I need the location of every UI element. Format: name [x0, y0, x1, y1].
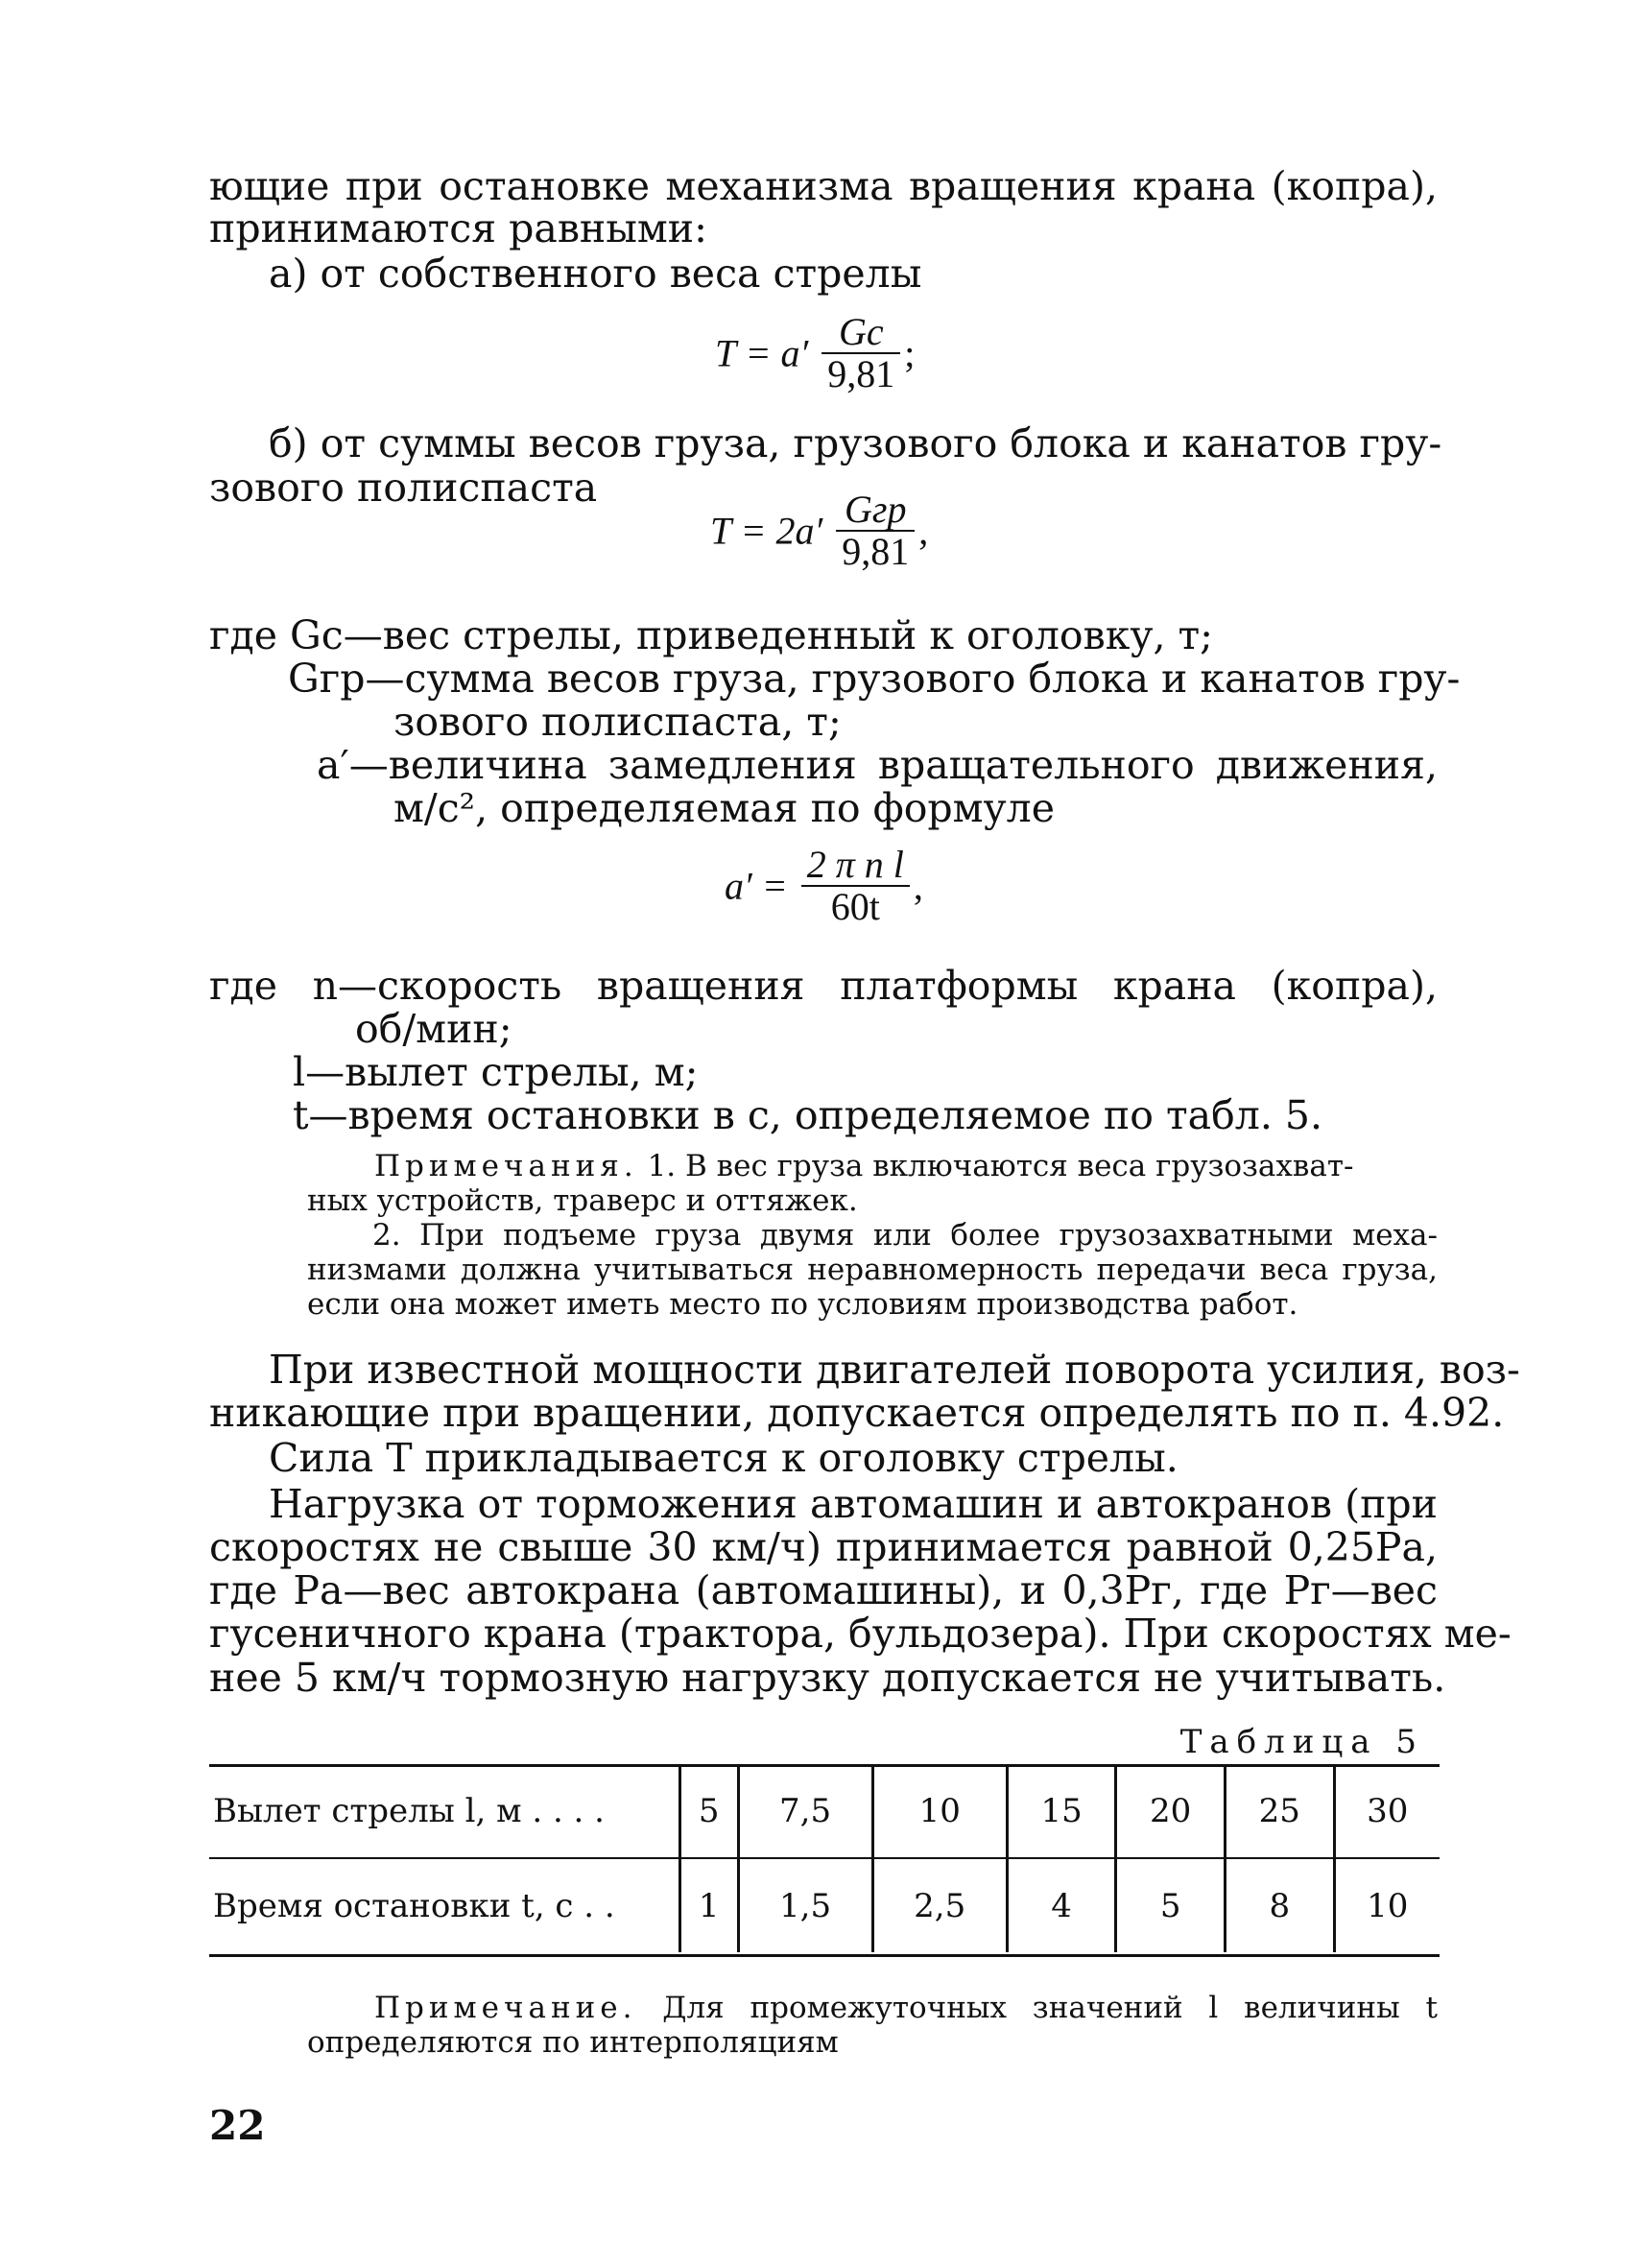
- table-cell: 4: [1007, 1858, 1116, 1952]
- fraction-numerator: Gгр: [836, 489, 915, 532]
- note-line: низмами должна учитываться неравномерность передачи веса груза,: [307, 1253, 1438, 1287]
- definition-line: t—время остановки в с, определяемое по табл. 5.: [293, 1092, 1323, 1138]
- definition-line: м/с², определяемая по формуле: [393, 785, 1055, 831]
- formula-lhs: a′ =: [725, 864, 788, 908]
- table-cell: 1,5: [738, 1858, 872, 1952]
- table-cell: 2,5: [872, 1858, 1007, 1952]
- formula-punct: ,: [918, 509, 929, 553]
- note-line: 2. При подъеме груза двумя или более грузозахватными меха-: [372, 1218, 1438, 1253]
- table-row: [209, 1764, 1440, 1858]
- table-row: [209, 1858, 1440, 1952]
- text-line: скоростях не свыше 30 км/ч) принимается равной 0,25Pа,: [209, 1524, 1438, 1570]
- fraction: [801, 845, 910, 927]
- row-header: Время остановки t, с . .: [213, 1886, 615, 1925]
- text-line: Сила T прикладывается к оголовку стрелы.: [269, 1435, 1179, 1481]
- table-bottom-rule: [209, 1954, 1440, 1957]
- formula-punct: ,: [913, 864, 923, 908]
- table-cell: 10: [1334, 1858, 1440, 1952]
- fraction: [822, 312, 900, 394]
- table-cell: 5: [1116, 1858, 1226, 1952]
- table-cell: 15: [1007, 1764, 1116, 1858]
- row-header: Вылет стрелы l, м . . . .: [209, 1764, 680, 1858]
- definition-line: Gгр—сумма весов груза, грузового блока и канатов гру-: [288, 656, 1461, 702]
- text-line: При известной мощности двигателей поворота усилия, воз-: [269, 1347, 1520, 1393]
- table-cell: 1: [680, 1858, 739, 1952]
- text-line: нее 5 км/ч тормозную нагрузку допускается не учитывать.: [209, 1655, 1446, 1701]
- definition-line: где n—скорость вращения платформы крана (копра),: [209, 963, 1438, 1009]
- text-line: принимаются равными:: [209, 205, 707, 251]
- table-note-label: Примечание.: [374, 1991, 637, 2025]
- text-line: гусеничного крана (трактора, бульдозера). При скоростях ме-: [209, 1611, 1512, 1657]
- text-line: б) от суммы весов груза, грузового блока и канатов гру-: [269, 420, 1442, 466]
- formula-lhs: T = a′: [715, 331, 809, 375]
- fraction-denominator: 9,81: [827, 352, 895, 395]
- formula-punct: ;: [904, 331, 916, 375]
- definition-line: где Gс—вес стрелы, приведенный к оголовку, т;: [209, 612, 1214, 658]
- table-title: Таблица 5: [1179, 1723, 1424, 1761]
- definition-line: l—вылет стрелы, м;: [293, 1049, 699, 1095]
- fraction: [836, 489, 915, 572]
- table-cell: 10: [872, 1764, 1007, 1858]
- table-cell: 7,5: [738, 1764, 872, 1858]
- table-cell: 20: [1116, 1764, 1226, 1858]
- formula-t-load: [710, 489, 928, 572]
- fraction-denominator: 60t: [830, 885, 880, 928]
- note-line: если она может иметь место по условиям производства работ.: [307, 1287, 1298, 1322]
- definition-line: a′—величина замедления вращательного движения,: [317, 742, 1438, 788]
- text-line: а) от собственного веса стрелы: [269, 251, 922, 297]
- note-text: 1. В вес груза включаются веса грузозахват-: [647, 1149, 1354, 1183]
- table-note-line: определяются по интерполяциям: [307, 2025, 839, 2060]
- fraction-numerator: 2 π n l: [801, 845, 910, 887]
- definition-line: об/мин;: [355, 1006, 512, 1052]
- text-line: Нагрузка от торможения автомашин и автокранов (при: [269, 1481, 1438, 1527]
- definition-line: зового полиспаста, т;: [393, 699, 842, 745]
- text-line: никающие при вращении, допускается определять по п. 4.92.: [209, 1390, 1505, 1436]
- table-cell: 30: [1334, 1764, 1440, 1858]
- table-cell: 25: [1225, 1764, 1334, 1858]
- table-cell: 5: [680, 1764, 739, 1858]
- text-line: где Pа—вес автокрана (автомашины), и 0,3Pг, где Pг—вес: [209, 1567, 1438, 1613]
- formula-deceleration: [725, 845, 923, 927]
- text-line: зового полиспаста: [209, 465, 598, 511]
- formula-t-boom: [715, 312, 915, 394]
- data-table: [209, 1764, 1440, 1952]
- text-line: ющие при остановке механизма вращения крана (копра),: [209, 163, 1438, 209]
- note-line: ных устройств, траверс и оттяжек.: [307, 1183, 858, 1218]
- note-line: [374, 1150, 1438, 1183]
- fraction-denominator: 9,81: [842, 530, 910, 573]
- table-cell: 8: [1225, 1858, 1334, 1952]
- fraction-numerator: Gc: [822, 312, 900, 354]
- page-number: 22: [209, 2102, 266, 2149]
- notes-label: Примечания.: [374, 1149, 638, 1183]
- table-note-line: [374, 1992, 1438, 2025]
- table-note-text: Для промежуточных значений l величины t: [662, 1991, 1438, 2025]
- formula-lhs: T = 2a′: [710, 509, 823, 553]
